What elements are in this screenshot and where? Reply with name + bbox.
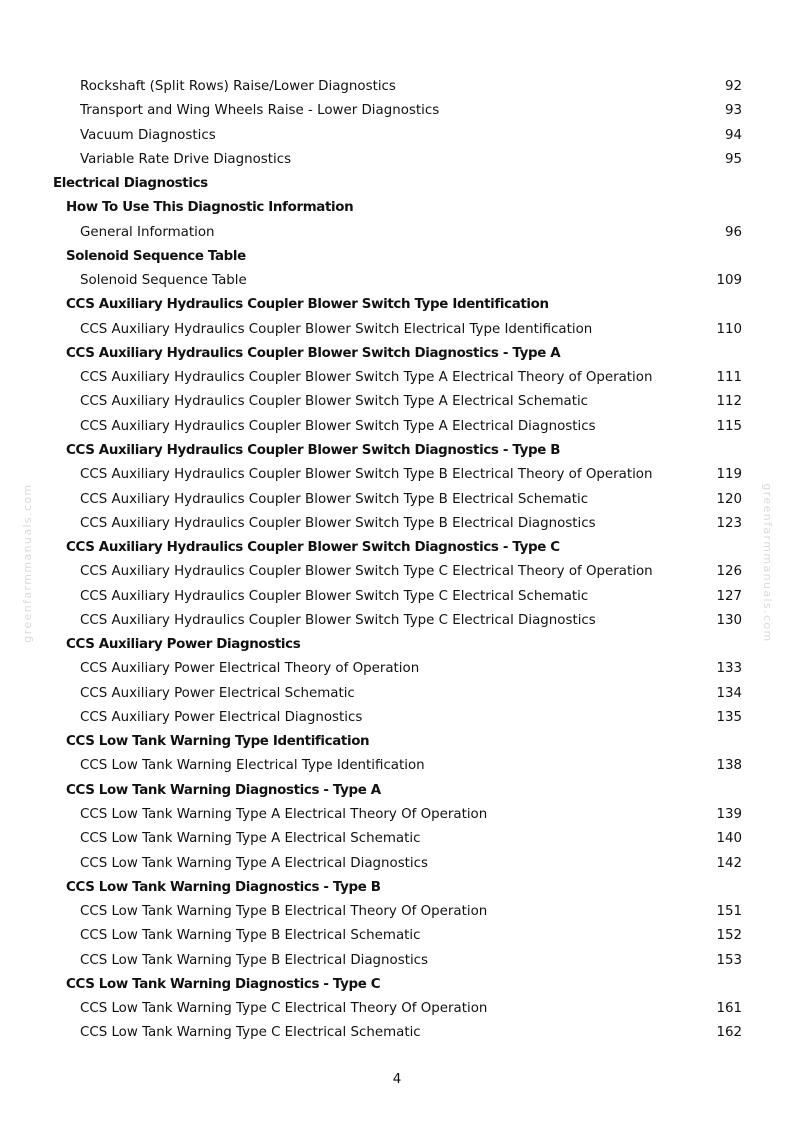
toc-entry-title: How To Use This Diagnostic Information <box>66 200 354 216</box>
toc-section-heading[interactable] <box>0 730 794 754</box>
toc-entry[interactable] <box>0 560 794 584</box>
toc-entry[interactable] <box>0 657 794 681</box>
toc-entry-title: General Information <box>80 224 215 240</box>
toc-entry-title: CCS Low Tank Warning Type B Electrical Schematic <box>80 928 421 944</box>
page-number: 4 <box>392 1072 402 1087</box>
toc-entry-title: CCS Auxiliary Hydraulics Coupler Blower Switch Diagnostics - Type A <box>66 345 561 361</box>
toc-entry-title: CCS Low Tank Warning Type A Electrical Schematic <box>80 831 421 847</box>
toc-section-heading[interactable] <box>0 633 794 657</box>
toc-section-heading[interactable] <box>0 245 794 269</box>
toc-entry-title: CCS Auxiliary Hydraulics Coupler Blower Switch Type Identification <box>66 297 549 313</box>
toc-entry-page: 133 <box>716 661 742 677</box>
toc-entry-title: CCS Auxiliary Power Electrical Schematic <box>80 685 355 701</box>
toc-section-heading[interactable] <box>0 172 794 196</box>
toc-entry-title: CCS Auxiliary Hydraulics Coupler Blower Switch Electrical Type Identification <box>80 321 593 337</box>
toc-entry-page: 161 <box>716 1001 742 1017</box>
toc-entry-title: CCS Auxiliary Power Electrical Theory of Operation <box>80 661 420 677</box>
toc-entry-page: 120 <box>716 491 742 507</box>
toc-entry-title: Transport and Wing Wheels Raise - Lower Diagnostics <box>80 103 440 119</box>
toc-entry[interactable] <box>0 609 794 633</box>
toc-entry-title: CCS Auxiliary Hydraulics Coupler Blower Switch Type A Electrical Schematic <box>80 394 589 410</box>
toc-entry-title: CCS Low Tank Warning Type B Electrical Theory Of Operation <box>80 904 488 920</box>
toc-entry[interactable] <box>0 512 794 536</box>
toc-entry[interactable] <box>0 269 794 293</box>
toc-entry-page: 95 <box>724 151 742 167</box>
toc-entry-title: CCS Auxiliary Hydraulics Coupler Blower Switch Type B Electrical Schematic <box>80 491 589 507</box>
toc-entry-title: CCS Low Tank Warning Type B Electrical Diagnostics <box>80 952 429 968</box>
toc-entry[interactable] <box>0 900 794 924</box>
toc-entry-page: 127 <box>716 588 742 604</box>
toc-entry-page: 94 <box>724 127 742 143</box>
toc-entry-title: CCS Low Tank Warning Electrical Type Identification <box>80 758 425 774</box>
toc-entry[interactable] <box>0 366 794 390</box>
toc-entry[interactable] <box>0 852 794 876</box>
toc-entry-page: 139 <box>716 806 742 822</box>
toc-entry-title: CCS Auxiliary Hydraulics Coupler Blower Switch Diagnostics - Type C <box>66 540 560 556</box>
toc-section-heading[interactable] <box>0 342 794 366</box>
toc-entry-title: Solenoid Sequence Table <box>66 248 246 264</box>
toc-entry-page: 92 <box>724 79 742 94</box>
toc-entry-page: 110 <box>716 321 742 337</box>
toc-entry[interactable] <box>0 827 794 851</box>
toc-entry[interactable] <box>0 318 794 342</box>
toc-entry-title: Solenoid Sequence Table <box>80 273 247 289</box>
toc-entry-title: CCS Low Tank Warning Type C Electrical Theory Of Operation <box>80 1001 488 1017</box>
toc-entry-title: CCS Auxiliary Hydraulics Coupler Blower Switch Type C Electrical Theory of Operation <box>80 564 653 580</box>
toc-entry[interactable] <box>0 585 794 609</box>
toc-entry-page: 96 <box>724 224 742 240</box>
table-of-contents <box>0 75 794 1046</box>
toc-entry-title: CCS Auxiliary Hydraulics Coupler Blower Switch Type C Electrical Schematic <box>80 588 589 604</box>
toc-entry[interactable] <box>0 124 794 148</box>
toc-section-heading[interactable] <box>0 439 794 463</box>
toc-entry-title: Vacuum Diagnostics <box>80 127 216 143</box>
toc-entry-title: Rockshaft (Split Rows) Raise/Lower Diagnostics <box>80 79 396 94</box>
toc-entry[interactable] <box>0 221 794 245</box>
toc-entry-page: 151 <box>716 904 742 920</box>
toc-section-heading[interactable] <box>0 973 794 997</box>
toc-entry-title: CCS Auxiliary Hydraulics Coupler Blower Switch Type C Electrical Diagnostics <box>80 612 596 628</box>
toc-entry[interactable] <box>0 706 794 730</box>
watermark-left: greenfarmmanuals.com <box>21 483 34 643</box>
toc-entry-page: 162 <box>716 1025 742 1041</box>
toc-entry[interactable] <box>0 148 794 172</box>
toc-entry[interactable] <box>0 754 794 778</box>
toc-entry-title: CCS Low Tank Warning Type C Electrical Schematic <box>80 1025 421 1041</box>
toc-entry[interactable] <box>0 1021 794 1045</box>
toc-entry-title: CCS Low Tank Warning Diagnostics - Type A <box>66 782 381 798</box>
toc-entry-page: 111 <box>716 370 742 386</box>
toc-entry[interactable] <box>0 682 794 706</box>
toc-entry-title: Variable Rate Drive Diagnostics <box>80 151 292 167</box>
toc-entry[interactable] <box>0 488 794 512</box>
toc-entry-page: 142 <box>716 855 742 871</box>
toc-entry-page: 138 <box>716 758 742 774</box>
toc-entry[interactable] <box>0 99 794 123</box>
toc-entry-title: CCS Auxiliary Hydraulics Coupler Blower Switch Type B Electrical Diagnostics <box>80 515 596 531</box>
watermark-right: greenfarmmanuals.com <box>761 483 774 643</box>
toc-entry-title: CCS Auxiliary Power Electrical Diagnostics <box>80 709 363 725</box>
toc-entry-title: CCS Low Tank Warning Diagnostics - Type B <box>66 879 381 895</box>
toc-section-heading[interactable] <box>0 876 794 900</box>
toc-entry-page: 109 <box>716 273 742 289</box>
toc-entry-title: CCS Low Tank Warning Type A Electrical Theory Of Operation <box>80 806 488 822</box>
toc-entry-title: CCS Auxiliary Hydraulics Coupler Blower Switch Type A Electrical Diagnostics <box>80 418 596 434</box>
toc-entry-page: 140 <box>716 831 742 847</box>
toc-entry[interactable] <box>0 463 794 487</box>
toc-entry[interactable] <box>0 75 794 99</box>
toc-entry[interactable] <box>0 415 794 439</box>
toc-entry-title: CCS Auxiliary Hydraulics Coupler Blower Switch Type A Electrical Theory of Operation <box>80 370 653 386</box>
toc-entry-page: 115 <box>716 418 742 434</box>
toc-entry-page: 119 <box>716 467 742 483</box>
toc-entry[interactable] <box>0 390 794 414</box>
toc-entry-title: CCS Auxiliary Power Diagnostics <box>66 637 301 653</box>
toc-entry-title: CCS Low Tank Warning Diagnostics - Type C <box>66 976 381 992</box>
toc-entry[interactable] <box>0 924 794 948</box>
toc-section-heading[interactable] <box>0 779 794 803</box>
toc-entry-page: 153 <box>716 952 742 968</box>
toc-entry-title: CCS Auxiliary Hydraulics Coupler Blower Switch Type B Electrical Theory of Operation <box>80 467 653 483</box>
toc-entry-page: 93 <box>724 103 742 119</box>
toc-entry-page: 135 <box>716 709 742 725</box>
toc-entry[interactable] <box>0 949 794 973</box>
toc-section-heading[interactable] <box>0 536 794 560</box>
toc-entry-title: CCS Low Tank Warning Type Identification <box>66 734 370 750</box>
toc-entry-page: 126 <box>716 564 742 580</box>
toc-entry-page: 152 <box>716 928 742 944</box>
toc-section-heading[interactable] <box>0 293 794 317</box>
toc-entry-page: 134 <box>716 685 742 701</box>
toc-entry-page: 112 <box>716 394 742 410</box>
toc-section-heading[interactable] <box>0 196 794 220</box>
toc-entry-title: Electrical Diagnostics <box>53 176 208 192</box>
toc-entry[interactable] <box>0 803 794 827</box>
toc-entry-page: 130 <box>716 612 742 628</box>
toc-entry-title: CCS Auxiliary Hydraulics Coupler Blower Switch Diagnostics - Type B <box>66 442 561 458</box>
toc-entry[interactable] <box>0 997 794 1021</box>
toc-entry-page: 123 <box>716 515 742 531</box>
toc-entry-title: CCS Low Tank Warning Type A Electrical Diagnostics <box>80 855 428 871</box>
